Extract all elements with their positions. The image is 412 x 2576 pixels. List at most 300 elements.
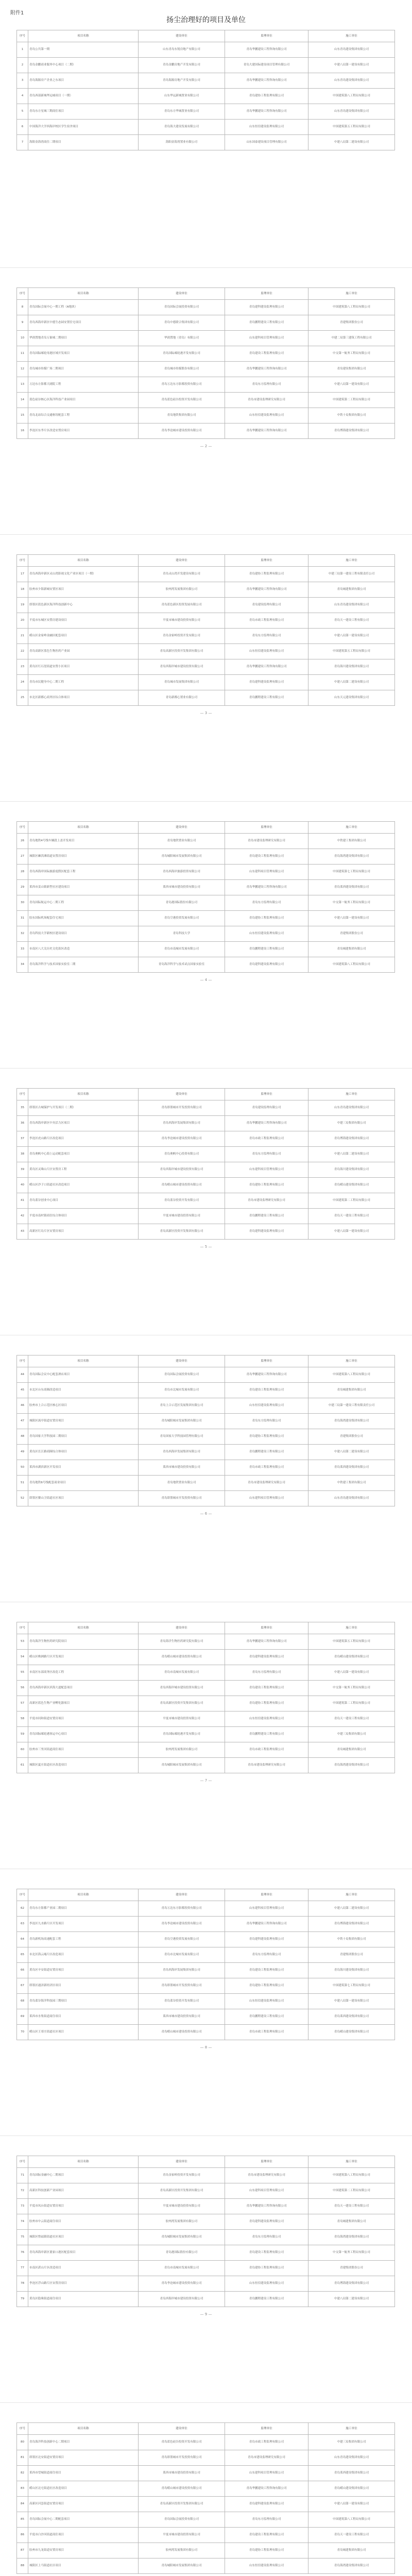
contractor-unit: 中建八局第二建设有限公司 (308, 675, 395, 690)
table-header-row (17, 822, 395, 834)
row-number: 82 (17, 2466, 28, 2481)
row-number: 5 (17, 104, 28, 120)
table-row (17, 644, 395, 659)
supervisor-unit: 青岛市政工程监理有限公司 (225, 1460, 308, 1476)
table-row (17, 377, 395, 393)
projects-table (16, 1355, 395, 1506)
project-name: 胶州市上合示范区核心区项目 (28, 1398, 139, 1414)
column-header-supervisor: 监理单位 (225, 1889, 308, 1901)
builder-unit: 青岛高新区投资开发集团有限公司 (139, 2183, 225, 2199)
contractor-unit: 山东青岛建设集团有限公司 (308, 104, 395, 120)
project-name: 青岛奥帆中心海上运动配套项目 (28, 1147, 139, 1162)
contractor-unit: 青岛博海建设集团有限公司 (308, 423, 395, 439)
supervisor-unit: 青岛市政工程监理有限公司 (225, 2025, 308, 2040)
supervisor-unit: 青岛建设监理有限公司 (225, 598, 308, 613)
builder-unit: 平度市城市建设投资有限公司 (139, 2199, 225, 2214)
project-name: 青岛新机场高速配套工程 (28, 1932, 139, 1947)
column-header-name: 项目名称 (28, 30, 139, 42)
builder-unit: 青岛蓝色硅谷投资开发有限公司 (139, 2435, 225, 2450)
table-row (17, 408, 395, 423)
row-number: 2 (17, 58, 28, 73)
supervisor-unit: 青岛市政工程监理有限公司 (225, 1742, 308, 1758)
row-number: 18 (17, 582, 28, 598)
table-row (17, 1224, 395, 1240)
supervisor-unit: 山东恒信建设监理有限公司 (225, 1994, 308, 2009)
column-header-builder: 建设单位 (139, 555, 225, 567)
project-name: 平度市东城区安置房建设项目 (28, 613, 139, 629)
builder-unit: 胶州湾发展集团有限公司 (139, 2214, 225, 2230)
supervisor-unit: 青岛东方监理有限公司 (225, 2230, 308, 2245)
table-row (17, 2009, 395, 2025)
row-number: 84 (17, 2497, 28, 2512)
project-name: 青岛科技大学新校区建设项目 (28, 926, 139, 942)
project-name: 平度市同和街道安置房项目 (28, 1711, 139, 1727)
contractor-unit: 中建三局第一建设工程有限责任公司 (308, 1398, 395, 1414)
table-row (17, 926, 395, 942)
supervisor-unit: 青岛建协工程监理有限公司 (225, 2543, 308, 2558)
project-name: 黄岛区辛安街道安置房项目 (28, 1963, 139, 1978)
builder-unit: 青岛高新区投资开发集团有限公司 (139, 2497, 225, 2512)
row-number: 17 (17, 567, 28, 582)
column-header-supervisor: 监理单位 (225, 1089, 308, 1100)
project-name: 崂山区北宅街道社区改造项目 (28, 2481, 139, 2497)
supervisor-unit: 青岛建科建设监理有限公司 (225, 300, 308, 315)
row-number: 60 (17, 1742, 28, 1758)
contractor-unit: 中建三局集团有限公司 (308, 1116, 395, 1131)
supervisor-unit: 青岛建设工程监理有限公司 (225, 346, 308, 362)
projects-table (16, 287, 395, 439)
row-number: 52 (17, 1491, 28, 1506)
column-header-builder: 建设单位 (139, 1089, 225, 1100)
supervisor-unit: 青岛东方监理有限公司 (225, 1414, 308, 1429)
column-header-no: 序号 (17, 1089, 28, 1100)
project-name: 青岛国际金融中心二期项目 (28, 2168, 139, 2183)
table-row (17, 315, 395, 331)
project-name: 崂山区金家岭金融区配套项目 (28, 629, 139, 644)
supervisor-unit: 青岛华鹏建设工程咨询有限公司 (225, 423, 308, 439)
table-header-row (17, 1089, 395, 1100)
row-number: 6 (17, 120, 28, 135)
project-name: 青岛北站综合交通枢纽配套工程 (28, 408, 139, 423)
table-row (17, 1711, 395, 1727)
project-name: 莱西市望城街道商住项目 (28, 2466, 139, 2481)
project-name: 胶州市三里河街道商住项目 (28, 1742, 139, 1758)
project-name: 黄岛区隐珠街道商住项目 (28, 2292, 139, 2307)
contractor-unit: 中建八局第二建设有限公司 (308, 1445, 395, 1460)
supervisor-unit: 青岛鹏程建设工程有限公司 (225, 1209, 308, 1224)
contractor-unit: 中建三局集团有限公司 (308, 1727, 395, 1742)
row-number: 51 (17, 1476, 28, 1491)
table-row (17, 1491, 395, 1506)
project-name: 青岛东方星城三期商住项目 (28, 104, 139, 120)
project-name: 青岛西海岸新区中央活力区项目 (28, 1116, 139, 1131)
supervisor-unit: 青岛华鹏建设工程咨询有限公司 (225, 659, 308, 675)
supervisor-unit: 青岛建协工程监理有限公司 (225, 567, 308, 582)
column-header-supervisor: 监理单位 (225, 1355, 308, 1367)
supervisor-unit: 青岛鹏程建设工程有限公司 (225, 2292, 308, 2307)
table-row (17, 675, 395, 690)
contractor-unit: 青岛海川建设集团有限公司 (308, 1963, 395, 1978)
table-row (17, 895, 395, 911)
builder-unit: 山东华远新城置业有限公司 (139, 89, 225, 104)
supervisor-unit: 青岛市建设监理研究有限公司 (225, 834, 308, 849)
supervisor-unit: 青岛建设工程监理有限公司 (225, 849, 308, 865)
table-header-row (17, 1889, 395, 1901)
builder-unit: 青岛即墨城市开发投资有限公司 (139, 1491, 225, 1506)
contractor-unit: 青岛莱西建设集团有限公司 (308, 2466, 395, 2481)
project-name: 青岛地铁6号线配套商业项目 (28, 1476, 139, 1491)
project-name: 市南区湛山片区改造项目 (28, 2261, 139, 2276)
table-row (17, 629, 395, 644)
row-number: 33 (17, 942, 28, 957)
row-number: 88 (17, 2558, 28, 2574)
project-name: 青岛公共第一期 (28, 42, 139, 58)
table-row (17, 2276, 395, 2292)
table-row (17, 598, 395, 613)
row-number: 7 (17, 135, 28, 150)
builder-unit: 青岛国际会展投资有限公司 (139, 2512, 225, 2528)
project-name: 高新区河套街道安置房项目 (28, 2497, 139, 2512)
page-number: — 8 — (200, 2045, 212, 2049)
project-name: 莱西市水集街道商住项目 (28, 2009, 139, 2025)
table-row (17, 1193, 395, 1209)
builder-unit: 青岛城市发展集团有限公司 (139, 675, 225, 690)
row-number: 66 (17, 1963, 28, 1978)
project-name: 平度市白沙河街道商住项目 (28, 2528, 139, 2543)
table-row (17, 1367, 395, 1383)
table-row (17, 2543, 395, 2558)
supervisor-unit: 青岛建设监理有限公司 (225, 1100, 308, 1116)
builder-unit: 青岛崂山城市建设投资有限公司 (139, 2481, 225, 2497)
contractor-unit: 中建八局第一建设有限公司 (308, 58, 395, 73)
contractor-unit: 中国建筑第二工程局有限公司 (308, 2183, 395, 2199)
column-header-contractor: 施工单位 (308, 288, 395, 300)
builder-unit: 青岛城阳城市发展集团有限公司 (139, 2230, 225, 2245)
table-row (17, 135, 395, 150)
row-number: 41 (17, 1193, 28, 1209)
builder-unit: 青岛崂山城市建设投资有限公司 (139, 1178, 225, 1193)
project-name: 青岛蓝谷创业中心项目 (28, 1193, 139, 1209)
page-number: — 3 — (200, 711, 212, 715)
projects-table (16, 1889, 395, 2040)
table-row (17, 1696, 395, 1711)
project-name: 市北区新都心商务区综合体项目 (28, 690, 139, 706)
row-number: 54 (17, 1650, 28, 1665)
project-name: 青岛西部新城华远城项目（一期） (28, 89, 139, 104)
project-name: 青岛金鹏商业服务中心项目（二期） (28, 58, 139, 73)
project-name: 市北区台东商圈改造项目 (28, 1383, 139, 1398)
project-name: 青岛国际会展中心一期工程（A地块） (28, 300, 139, 315)
column-header-builder: 建设单位 (139, 1355, 225, 1367)
row-number: 74 (17, 2214, 28, 2230)
row-number: 29 (17, 880, 28, 895)
builder-unit: 青岛市南城市发展有限公司 (139, 2261, 225, 2276)
project-name: 平度市凤台街道安置房项目 (28, 2199, 139, 2214)
project-name: 青岛国家大学科技园二期项目 (28, 1429, 139, 1445)
table-row (17, 613, 395, 629)
row-number: 37 (17, 1131, 28, 1147)
project-name: 胶州市九龙街道安置房项目 (28, 2543, 139, 2558)
supervisor-unit: 山东恒信建设监理有限公司 (225, 644, 308, 659)
builder-unit: 山东青岛东锐房地产有限公司 (139, 42, 225, 58)
row-number: 58 (17, 1711, 28, 1727)
project-name: 青岛西海岸新区滨海大道配套项目 (28, 1681, 139, 1696)
row-number: 26 (17, 834, 28, 849)
contractor-unit: 中建八局第二建设有限公司 (308, 2292, 395, 2307)
supervisor-unit: 青岛东方监理有限公司 (225, 1947, 308, 1963)
row-number: 23 (17, 659, 28, 675)
supervisor-unit: 青岛建科建设监理有限公司 (225, 957, 308, 973)
supervisor-unit: 青岛鹏程建设工程有限公司 (225, 1727, 308, 1742)
project-name: 城阳区流亭街道安置房项目 (28, 1414, 139, 1429)
builder-unit: 青岛万达东方影都投资有限公司 (139, 1901, 225, 1917)
row-number: 9 (17, 315, 28, 331)
builder-unit: 青岛金鹏房地产开发有限公司 (139, 58, 225, 73)
table-row (17, 911, 395, 926)
builder-unit: 青岛城阳城市发展集团有限公司 (139, 1414, 225, 1429)
contractor-unit: 中建八局第一建设有限公司 (308, 2497, 395, 2512)
table-row (17, 1445, 395, 1460)
row-number: 55 (17, 1665, 28, 1681)
project-name: 青岛国际邮轮母港区域开发项目 (28, 346, 139, 362)
row-number: 86 (17, 2528, 28, 2543)
row-number: 73 (17, 2199, 28, 2214)
supervisor-unit: 青岛市建设监理研究有限公司 (225, 1193, 308, 1209)
builder-unit: 青岛新都心置业有限公司 (139, 690, 225, 706)
supervisor-unit: 青岛鹏程建设工程有限公司 (225, 315, 308, 331)
table-row (17, 1116, 395, 1131)
contractor-unit: 山东青岛建设集团有限公司 (308, 73, 395, 89)
row-number: 59 (17, 1727, 28, 1742)
builder-unit: 胶州湾发展集团有限公司 (139, 2543, 225, 2558)
supervisor-unit: 青岛建设工程监理有限公司 (225, 1681, 308, 1696)
row-number: 75 (17, 2230, 28, 2245)
table-row (17, 2512, 395, 2528)
contractor-unit: 青岛博海建设集团有限公司 (308, 1917, 395, 1932)
builder-unit: 青岛城阳城市发展集团有限公司 (139, 849, 225, 865)
supervisor-unit: 青岛市政工程监理有限公司 (225, 613, 308, 629)
table-row (17, 2435, 395, 2450)
builder-unit: 青岛高新区投资开发集团有限公司 (139, 1224, 225, 1240)
document-page (0, 1873, 412, 2130)
column-header-name: 项目名称 (28, 2156, 139, 2168)
builder-unit: 青岛港国际股份有限公司 (139, 2245, 225, 2261)
supervisor-unit: 青岛东方监理有限公司 (225, 377, 308, 393)
table-row (17, 104, 395, 120)
document-page (0, 1073, 412, 1330)
project-name: 城阳区上马街道社区项目 (28, 2558, 139, 2574)
builder-unit: 平度市城市建设投资有限公司 (139, 2528, 225, 2543)
builder-unit: 青岛国际会展投资有限公司 (139, 1367, 225, 1383)
project-name: 黄岛区灵珠山片区安置房工程 (28, 1162, 139, 1178)
builder-unit: 青岛金家岭投资开发有限公司 (139, 629, 225, 644)
table-row (17, 300, 395, 315)
table-header-row (17, 555, 395, 567)
table-row (17, 1978, 395, 1994)
table-row (17, 2450, 395, 2466)
supervisor-unit: 山东恒信建设监理有限公司 (225, 120, 308, 135)
row-number: 80 (17, 2435, 28, 2450)
table-row (17, 2497, 395, 2512)
builder-unit: 青岛李沧城市建设投资有限公司 (139, 2276, 225, 2292)
contractor-unit: 青岛建设集团有限公司 (308, 362, 395, 377)
page-number: — 6 — (200, 1512, 212, 1516)
contractor-unit: 青岛天一建设工程有限公司 (308, 2199, 395, 2214)
column-header-builder: 建设单位 (139, 2156, 225, 2168)
project-name: 青岛国际邮轮港客运中心项目 (28, 1727, 139, 1742)
supervisor-unit: 青岛大建国际建设项目管理有限公司 (225, 58, 308, 73)
supervisor-unit: 山东恒信建设监理有限公司 (225, 926, 308, 942)
column-header-no: 序号 (17, 1355, 28, 1367)
column-header-contractor: 施工单位 (308, 2156, 395, 2168)
supervisor-unit: 青岛建协工程监理有限公司 (225, 1978, 308, 1994)
contractor-unit: 中建三局集团有限公司 (308, 2435, 395, 2450)
builder-unit: 青岛海源房地产开发有限公司 (139, 73, 225, 89)
project-name: 青岛海洋生物医药研究院项目 (28, 1634, 139, 1650)
column-header-name: 项目名称 (28, 1889, 139, 1901)
builder-unit: 胶州湾发展集团有限公司 (139, 1742, 225, 1758)
column-header-name: 项目名称 (28, 2423, 139, 2435)
table-row (17, 58, 395, 73)
column-header-builder: 建设单位 (139, 822, 225, 834)
page-separator (0, 801, 412, 802)
row-number: 16 (17, 423, 28, 439)
table-row (17, 2558, 395, 2574)
row-number: 81 (17, 2450, 28, 2466)
row-number: 48 (17, 1429, 28, 1445)
table-header-row (17, 1622, 395, 1634)
contractor-unit: 中建八局第一建设有限公司 (308, 377, 395, 393)
document-page (0, 5, 412, 262)
document-page (0, 1606, 412, 1863)
row-number: 62 (17, 1901, 28, 1917)
contractor-unit: 中建八局第一建设有限公司 (308, 1224, 395, 1240)
row-number: 40 (17, 1178, 28, 1193)
builder-unit: 青岛科技大学 (139, 926, 225, 942)
project-name: 市南区八大关历史文化街区改造 (28, 942, 139, 957)
supervisor-unit: 青岛建协工程监理有限公司 (225, 1696, 308, 1711)
contractor-unit: 青岛海湾建设集团有限公司 (308, 1414, 395, 1429)
table-row (17, 1131, 395, 1147)
contractor-unit: 青建集团股份公司 (308, 315, 395, 331)
project-name: 崂山区沙子口街道社区改造项目 (28, 1178, 139, 1193)
table-row (17, 1650, 395, 1665)
column-header-contractor: 施工单位 (308, 1622, 395, 1634)
row-number: 8 (17, 300, 28, 315)
contractor-unit: 山东青岛建设集团有限公司 (308, 1100, 395, 1116)
column-header-contractor: 施工单位 (308, 1089, 395, 1100)
table-row (17, 1460, 395, 1476)
supervisor-unit: 山东恒信建设监理有限公司 (225, 2558, 308, 2574)
project-name: 高新区红岛片区安置房项目 (28, 1224, 139, 1240)
row-number: 49 (17, 1445, 28, 1460)
table-row (17, 1383, 395, 1398)
contractor-unit: 中铁十局集团有限公司 (308, 1932, 395, 1947)
project-name: 即墨区古城保护与开发项目（二期） (28, 1100, 139, 1116)
contractor-unit: 青岛城建集团有限公司 (308, 2543, 395, 2558)
row-number: 28 (17, 865, 28, 880)
row-number: 85 (17, 2512, 28, 2528)
builder-unit: 青岛即墨城市开发投资有限公司 (139, 2450, 225, 2466)
contractor-unit: 中国建筑第八工程局有限公司 (308, 957, 395, 973)
row-number: 47 (17, 1414, 28, 1429)
column-header-supervisor: 监理单位 (225, 555, 308, 567)
column-header-no: 序号 (17, 288, 28, 300)
row-number: 19 (17, 598, 28, 613)
contractor-unit: 青岛博海建设集团有限公司 (308, 1131, 395, 1147)
builder-unit: 青岛市南城市发展有限公司 (139, 1665, 225, 1681)
table-row (17, 423, 395, 439)
builder-unit: 青岛即墨城市开发投资有限公司 (139, 1100, 225, 1116)
page-number: — 5 — (200, 1245, 212, 1249)
contractor-unit: 青岛海湾建设集团有限公司 (308, 2558, 395, 2574)
contractor-unit: 青岛崂山建设集团有限公司 (308, 2481, 395, 2497)
row-number: 4 (17, 89, 28, 104)
row-number: 78 (17, 2276, 28, 2292)
column-header-name: 项目名称 (28, 822, 139, 834)
contractor-unit: 中国建筑第八工程局有限公司 (308, 1367, 395, 1383)
builder-unit: 青岛地铁置业有限公司 (139, 1476, 225, 1491)
supervisor-unit: 青岛建协工程监理有限公司 (225, 1178, 308, 1193)
builder-unit: 平度市城市建设投资有限公司 (139, 613, 225, 629)
builder-unit: 平度市城市建设投资有限公司 (139, 1711, 225, 1727)
project-name: 李沧区浮山路片区安置房项目 (28, 2276, 139, 2292)
supervisor-unit: 青岛华鹏建设工程咨询有限公司 (225, 2481, 308, 2497)
builder-unit: 青岛西海岸发展集团有限公司 (139, 1445, 225, 1460)
table-row (17, 582, 395, 598)
document-page (0, 272, 412, 529)
supervisor-unit: 青岛华鹏建设工程咨询有限公司 (225, 880, 308, 895)
contractor-unit: 山东天元建设集团有限公司 (308, 690, 395, 706)
table-row (17, 1681, 395, 1696)
contractor-unit: 中国建筑第八工程局有限公司 (308, 2168, 395, 2183)
supervisor-unit: 青岛华鹏建设工程咨询有限公司 (225, 42, 308, 58)
project-name: 华润置地青岛万象城二期项目 (28, 331, 139, 346)
builder-unit: 青岛李沧城市建设投资有限公司 (139, 1131, 225, 1147)
supervisor-unit: 青岛华鹏建设工程咨询有限公司 (225, 1367, 308, 1383)
table-row (17, 2168, 395, 2183)
builder-unit: 青岛城阳城市发展集团有限公司 (139, 1758, 225, 1773)
contractor-unit: 中交第一航务工程局有限公司 (308, 346, 395, 362)
project-name: 中国海洋大学西海岸校区学生宿舍项目 (28, 120, 139, 135)
table-header-row (17, 288, 395, 300)
row-number: 87 (17, 2543, 28, 2558)
project-name: 青岛海洋科技创新中心二期项目 (28, 2435, 139, 2450)
contractor-unit: 青岛博海建设集团有限公司 (308, 2276, 395, 2292)
column-header-contractor: 施工单位 (308, 555, 395, 567)
supervisor-unit: 山东建科项目管理有限公司 (225, 331, 308, 346)
builder-unit: 青岛海大建设发展有限公司 (139, 120, 225, 135)
project-name: 高新区蓝色生物产业孵化器项目 (28, 1696, 139, 1711)
supervisor-unit: 青岛华鹏建设工程咨询有限公司 (225, 2199, 308, 2214)
row-number: 10 (17, 331, 28, 346)
table-row (17, 957, 395, 973)
project-name: 海阳金海湾商住二期项目 (28, 135, 139, 150)
contractor-unit: 青岛天一建设工程有限公司 (308, 1711, 395, 1727)
project-name: 崂山区株洲路片区开发项目 (28, 1650, 139, 1665)
supervisor-unit: 青岛市建设监理研究有限公司 (225, 393, 308, 408)
row-number: 79 (17, 2292, 28, 2307)
builder-unit: 青岛李沧城市建设投资有限公司 (139, 423, 225, 439)
table-row (17, 362, 395, 377)
projects-table (16, 1088, 395, 1240)
row-number: 69 (17, 2009, 28, 2025)
project-name: 即墨区北安街道安置房项目 (28, 2450, 139, 2466)
column-header-no: 序号 (17, 2423, 28, 2435)
supervisor-unit: 山东建科项目管理有限公司 (225, 1491, 308, 1506)
contractor-unit: 青岛天一建设工程有限公司 (308, 613, 395, 629)
contractor-unit: 中国建筑第二工程局有限公司 (308, 1696, 395, 1711)
